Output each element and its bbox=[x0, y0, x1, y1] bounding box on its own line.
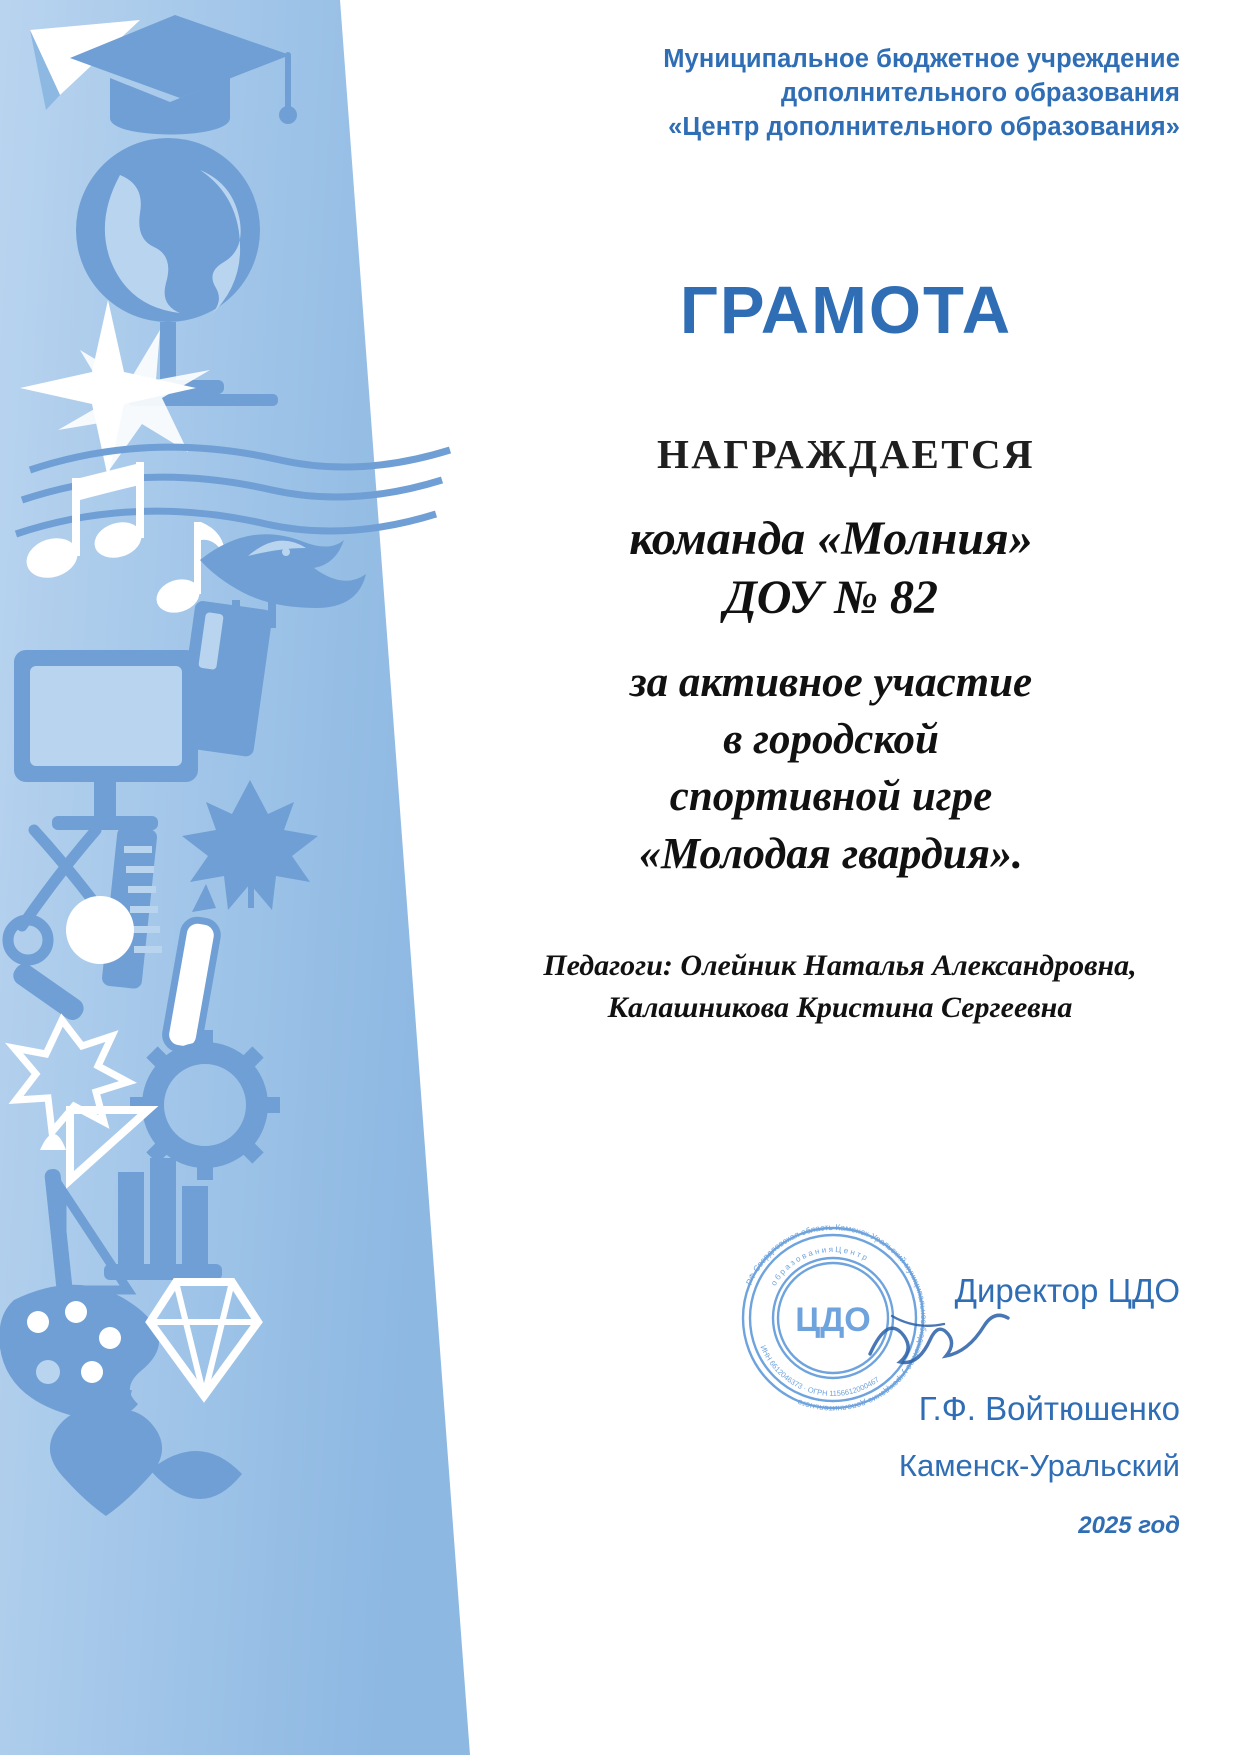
organization-header-line-2: дополнительного образования bbox=[780, 79, 1180, 108]
palette-icon bbox=[0, 1285, 159, 1420]
decorative-side-band bbox=[0, 0, 470, 1755]
recipient-line-2: ДОУ № 82 bbox=[724, 570, 938, 624]
gear-icon bbox=[130, 1030, 280, 1180]
award-reason-line-1: за активное участие bbox=[629, 659, 1033, 706]
computer-monitor-icon bbox=[14, 650, 198, 830]
organization-header bbox=[500, 42, 1180, 144]
award-reason-line-3: спортивной игре bbox=[669, 772, 993, 820]
svg-text:ИНН 6612046373 · ОГРН 11566120: ИНН 6612046373 · ОГРН 1156612000467 bbox=[758, 1343, 881, 1399]
recipient-line-1: команда «Молния» bbox=[629, 512, 1033, 565]
svg-text:РФ Свердловская область Каменс: РФ Свердловская область Каменск-Уральский муниципальное бюджетное учреждение дополнительного bbox=[743, 1221, 930, 1415]
organization-header-line-3: «Центр дополнительного образования» bbox=[668, 113, 1180, 142]
svg-text:о б р а з о в а н и я Ц е н: о б р а з о в а н и я Ц е н т р bbox=[769, 1244, 869, 1288]
maple-leaf-icon bbox=[182, 780, 318, 910]
award-reason-line-2: в городской bbox=[723, 715, 939, 763]
signature-position: Директор ЦДО bbox=[954, 1272, 1180, 1309]
teachers-line-2: Калашникова Кристина Сергеевна bbox=[607, 991, 1073, 1024]
award-reason-block bbox=[440, 655, 1222, 883]
recipient-block bbox=[440, 510, 1222, 627]
signature-city: Каменск-Уральский bbox=[898, 1448, 1180, 1483]
pencil-icon bbox=[163, 884, 219, 1052]
triangle-ruler-icon bbox=[70, 1110, 148, 1180]
leaf-icon bbox=[150, 1451, 242, 1499]
organization-header-line-1: Муниципальное бюджетное учреждение bbox=[663, 45, 1180, 73]
music-notes-icon bbox=[16, 447, 450, 618]
signature-name: Г.Ф. Войтюшенко bbox=[918, 1390, 1180, 1427]
diamond-icon bbox=[150, 1282, 258, 1396]
teachers-line-1: Педагоги: Олейник Наталья Александровна, bbox=[543, 949, 1137, 982]
band-icons-group bbox=[0, 0, 470, 1755]
awarded-label: НАГРАЖДАЕТСЯ bbox=[656, 431, 1036, 477]
award-reason-line-4: «Молодая гвардия». bbox=[639, 829, 1023, 879]
certificate-title: ГРАМОТА bbox=[679, 273, 1013, 348]
svg-text:ЦДО: ЦДО bbox=[795, 1301, 871, 1339]
signature-year: 2025 год bbox=[1078, 1512, 1180, 1539]
teachers-block bbox=[470, 945, 1210, 1029]
